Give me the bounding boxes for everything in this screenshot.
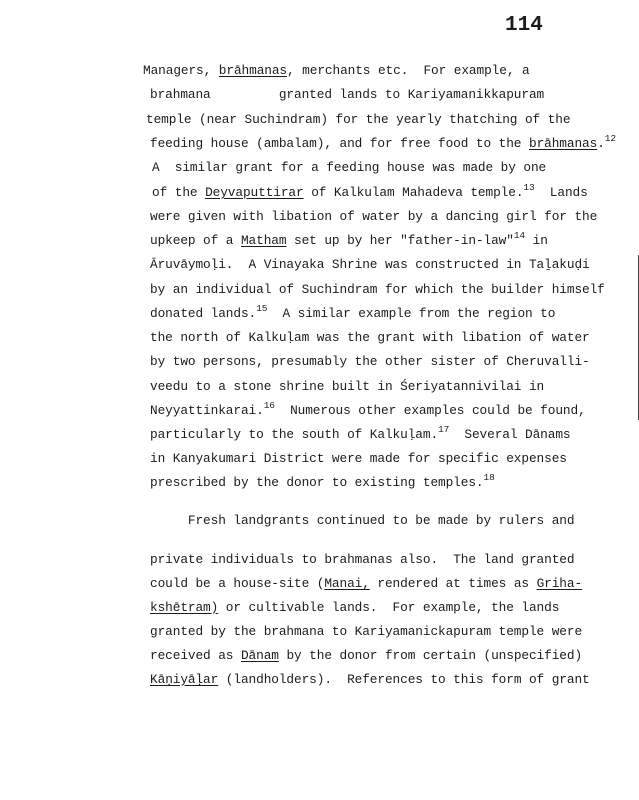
underlined-term: Matham xyxy=(240,233,287,248)
text-line xyxy=(150,424,571,443)
text-segment: granted by the brahmana to Kariyamanickapuram temple were xyxy=(150,624,583,639)
text-segment: Āruvāymoḷi. A Vinayaka Shrine was constructed in Taḻakuḍi xyxy=(150,257,590,272)
text-line xyxy=(152,160,546,176)
text-line xyxy=(146,112,570,128)
text-segment: private individuals to brahmanas also. The land granted xyxy=(150,552,575,567)
text-segment: rendered at times as xyxy=(369,576,537,591)
text-segment: temple (near Suchindram) for the yearly thatching of the xyxy=(146,112,571,127)
text-segment: donated lands. xyxy=(150,306,257,321)
text-segment: Neyyattinkarai. xyxy=(150,403,264,418)
text-segment: of the xyxy=(152,185,206,200)
text-segment: could be a house-site ( xyxy=(150,576,325,591)
footnote-marker: 14 xyxy=(513,230,526,241)
text-segment: of Kalkulam Mahadeva temple. xyxy=(303,185,524,200)
text-line xyxy=(150,209,597,225)
text-line xyxy=(150,672,590,688)
text-line xyxy=(150,472,495,491)
text-segment: in Kanyakumari District were made for specific expenses xyxy=(150,451,567,466)
text-segment: by the donor from certain (unspecified) xyxy=(278,648,583,663)
text-segment: veedu to a stone shrine built in Śeriyatannivilai in xyxy=(150,379,545,394)
underlined-term: Manai, xyxy=(324,576,370,591)
footnote-marker: 15 xyxy=(256,303,268,314)
footnote-marker: 12 xyxy=(604,133,616,144)
text-segment: Managers, xyxy=(143,63,219,78)
text-line xyxy=(150,400,586,419)
text-segment: Several Dānams xyxy=(449,427,571,442)
text-line xyxy=(150,230,548,249)
underlined-term: kshētram) xyxy=(150,600,219,615)
text-segment: (landholders). References to this form of grant xyxy=(218,672,590,687)
text-segment: , merchants etc. For example, a xyxy=(287,63,530,78)
text-segment: were given with libation of water by a dancing girl for the xyxy=(150,209,598,224)
text-segment: received as xyxy=(150,648,241,663)
underlined-term: Deyvaputtirar xyxy=(205,185,304,200)
text-line xyxy=(150,600,559,616)
text-segment: A similar example from the region to xyxy=(267,306,556,321)
text-line xyxy=(150,354,590,370)
text-line xyxy=(150,133,616,152)
text-segment: feeding house (ambalam), and for free food to the xyxy=(150,136,529,151)
underlined-term: Griha- xyxy=(536,576,583,591)
text-line xyxy=(152,182,588,201)
text-line xyxy=(143,63,530,79)
text-segment: Fresh landgrants continued to be made by rulers and xyxy=(150,513,575,528)
footnote-marker: 13 xyxy=(523,182,535,193)
text-line xyxy=(150,379,544,395)
underlined-term: Dānam xyxy=(240,648,279,663)
text-segment: Lands xyxy=(534,185,588,200)
text-segment: upkeep of a xyxy=(150,233,241,248)
underlined-term: brāhmanas xyxy=(218,63,288,78)
text-segment: brahmana granted lands to Kariyamanikkapuram xyxy=(150,87,545,102)
text-line xyxy=(150,303,556,322)
text-segment: Numerous other examples could be found, xyxy=(274,403,586,418)
text-segment: the north of Kalkuḷam was the grant with libation of water xyxy=(150,330,590,345)
underlined-term: brāhmanas xyxy=(528,136,598,151)
text-line xyxy=(150,257,590,273)
text-line xyxy=(150,624,582,640)
underlined-term: Kāṇiyāḷar xyxy=(150,672,219,687)
text-segment: set up by her "father-in-law" xyxy=(286,233,514,248)
text-line xyxy=(150,576,582,592)
text-segment: particularly to the south of Kalkuḷam. xyxy=(150,427,439,442)
text-line xyxy=(150,451,567,467)
text-line xyxy=(150,282,605,298)
footnote-marker: 18 xyxy=(483,472,495,483)
text-segment: in xyxy=(525,233,548,248)
text-segment: prescribed by the donor to existing temples. xyxy=(150,475,484,490)
text-line xyxy=(150,513,574,529)
footnote-marker: 17 xyxy=(438,424,450,435)
text-line xyxy=(150,330,590,346)
text-segment: . xyxy=(597,136,605,151)
text-segment: or cultivable lands. For example, the lands xyxy=(218,600,560,615)
footnote-marker: 16 xyxy=(263,400,275,411)
text-segment: A similar grant for a feeding house was made by one xyxy=(152,160,547,175)
text-line xyxy=(150,552,574,568)
text-line xyxy=(150,87,544,103)
text-line xyxy=(150,648,582,664)
text-segment: by an individual of Suchindram for which the builder himself xyxy=(150,282,605,297)
text-segment: by two persons, presumably the other sister of Cheruvalli- xyxy=(150,354,590,369)
page-number: 114 xyxy=(505,14,543,37)
